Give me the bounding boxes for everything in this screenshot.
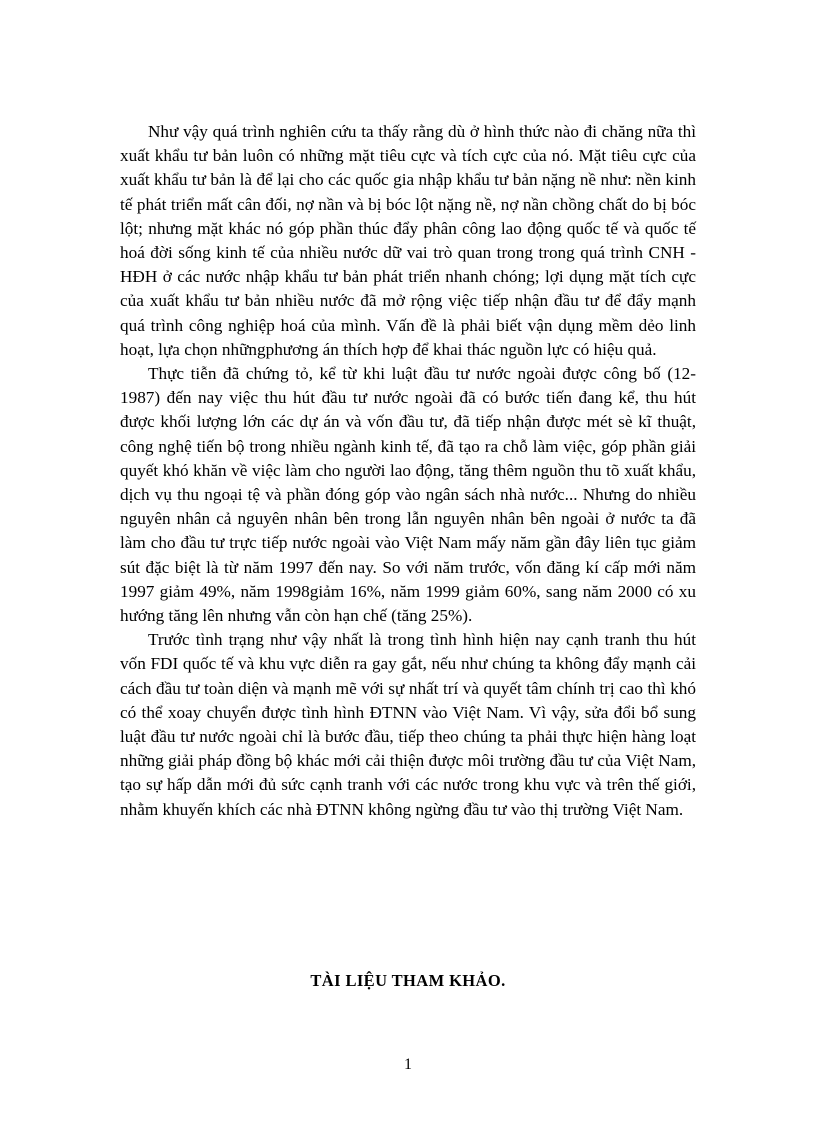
references-heading: TÀI LIỆU THAM KHẢO. [310, 971, 506, 990]
paragraph-fdi-reform: Trước tình trạng như vậy nhất là trong tình hình hiện nay cạnh tranh thu hút vốn FDI quốc tế và khu vực diễn ra gay gắt, nếu như chúng ta không đẩy mạnh cải cách đầu tư toàn diện và mạnh mẽ với sự nhất trí và quyết tâm chính trị cao thì khó có thể xoay chuyển được tình hình ĐTNN vào Việt Nam. Vì vậy, sửa đổi bổ sung luật đầu tư nước ngoài chỉ là bước đầu, tiếp theo chúng ta phải thực hiện hàng loạt những giải pháp đồng bộ khác mới cải thiện được môi trường đầu tư của Việt Nam, tạo sự hấp dẫn mới đủ sức cạnh tranh với các nước trong khu vực và trên thế giới, nhằm khuyến khích các nhà ĐTNN không ngừng đầu tư vào thị trường Việt Nam. [120, 630, 696, 819]
paragraph-conclusion: Như vậy quá trình nghiên cứu ta thấy rằng dù ở hình thức nào đi chăng nữa thì xuất khẩu tư bản luôn có những mặt tiêu cực và tích cực của nó. Mặt tiêu cực của xuất khẩu tư bản là để lại cho các quốc gia nhập khẩu tư bản nặng nề như: nền kinh tế phát triển mất cân đối, nợ nần và bị bóc lột nặng nề, nợ nần chồng chất do bị bóc lột; nhưng mặt khác nó góp phần thúc đẩy phân công lao động quốc tế và quốc tế hoá đời sống kinh tế của nhiều nước dữ vai trò quan trong trong quá trình CNH - HĐH ở các nước nhập khẩu tư bản phát triển nhanh chóng; lợi dụng mặt tích cực của xuất khẩu tư bản nhiều nước đã mở rộng việc tiếp nhận đầu tư để đẩy mạnh quá trình công nghiệp hoá của mình. Vấn đề là phải biết vận dụng mềm dẻo linh hoạt, lựa chọn nhữngphương án thích hợp để khai thác nguồn lực có hiệu quả. [120, 122, 696, 359]
paragraph-fdi-practice: Thực tiễn đã chứng tỏ, kể từ khi luật đầu tư nước ngoài được công bố (12-1987) đến nay việc thu hút đầu tư nước ngoài đã có bước tiến đang kể, thu hút được khối lượng lớn các dự án và vốn đầu tư, đã tiếp nhận được mét sè kĩ thuật, công nghệ tiến bộ trong nhiều ngành kinh tế, đã tạo ra chỗ làm việc, góp phần giải quyết khó khăn về việc làm cho người lao động, tăng thêm nguồn thu tõ xuất khẩu, dịch vụ thu ngoại tệ và phần đóng góp vào ngân sách nhà nước... Nhưng do nhiều nguyên nhân cả nguyên nhân bên trong lẫn nguyên nhân bên ngoài ở nước ta đã làm cho đầu tư trực tiếp nước ngoài vào Việt Nam mấy năm gần đây liên tục giảm sút đặc biệt là từ năm 1997 đến nay. So với năm trước, vốn đăng kí cấp mới năm 1997 giảm 49%, năm 1998giảm 16%, năm 1999 giảm 60%, sang năm 2000 có xu hướng tăng lên nhưng vẫn còn hạn chế (tăng 25%). [120, 364, 696, 626]
body-text [120, 120, 696, 822]
page-number: 1 [404, 1056, 412, 1073]
